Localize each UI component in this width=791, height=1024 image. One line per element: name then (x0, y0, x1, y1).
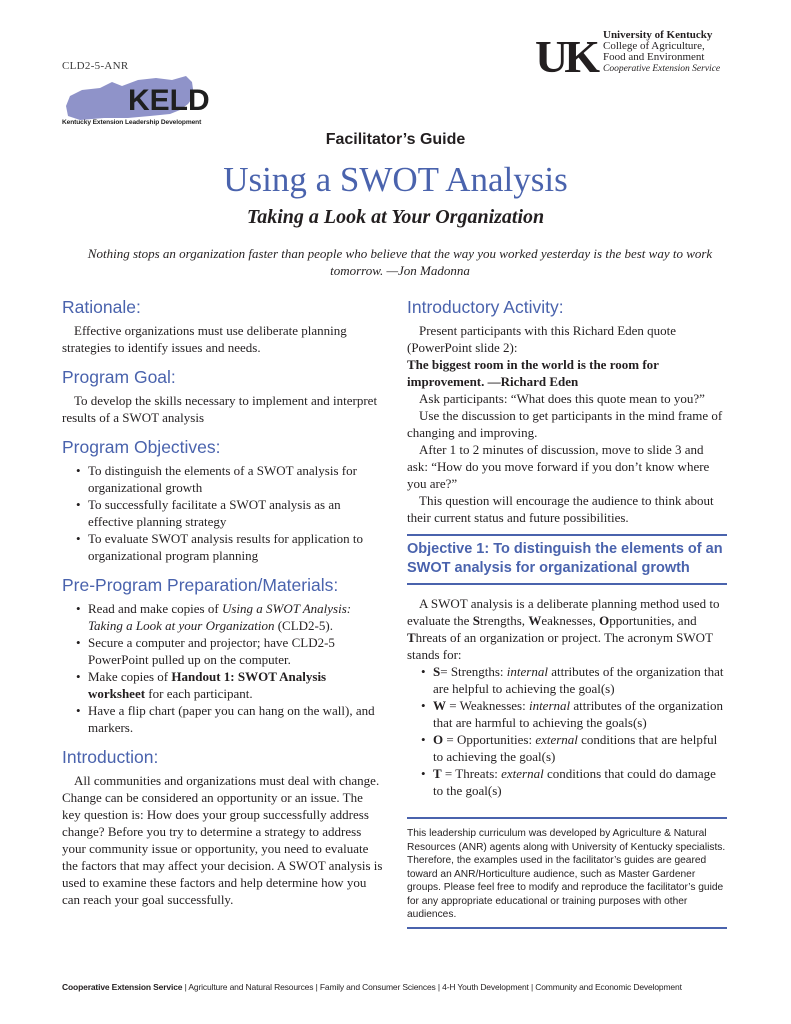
list-item: • Have a flip chart (paper you can hang on the wall), and markers. (76, 702, 384, 736)
objective-1-heading: Objective 1: To distinguish the elements of an SWOT analysis for organizational growth (407, 541, 723, 576)
list-item: • To successfully facilitate a SWOT analysis as an effective planning strategy (76, 496, 384, 530)
swot-intro: A SWOT analysis is a deliberate planning method used to evaluate the Strengths, Weaknesses, Opportunities, and Threats of an organization or project. The acronym SWOT stands for: (407, 596, 720, 662)
curriculum-note: This leadership curriculum was developed by Agriculture & Natural Resources (ANR) agents along with University of Kentucky specialists. Therefore, the examples used in the facilitator’s guides are geared toward an ANR/Horticulture audience, such as Master Gardener groups. Please feel free to modify and reproduce the facilitator’s guide for any appropriate educational or training purposes with other audiences. (407, 817, 727, 929)
keld-logo-text: KELD (128, 84, 210, 117)
list-item: • Secure a computer and projector; have CLD2-5 PowerPoint pulled up on the computer. (76, 634, 384, 668)
objective-1-box (407, 534, 727, 585)
footer (62, 982, 742, 992)
swot-list (407, 663, 727, 799)
list-item: • T = Threats: external conditions that could do damage to the goal(s) (421, 765, 727, 799)
activity-paragraph: Use the discussion to get participants in the mind frame of changing and improving. (407, 408, 723, 440)
list-item: • To evaluate SWOT analysis results for application to organizational program planning (76, 530, 384, 564)
guide-label: Facilitator’s Guide (325, 131, 466, 148)
introductory-activity-heading: Introductory Activity: (407, 297, 564, 317)
document-code: CLD2-5-ANR (62, 60, 129, 72)
keld-tagline: Kentucky Extension Leadership Development (62, 119, 202, 126)
preparation-heading: Pre-Program Preparation/Materials: (62, 575, 339, 595)
uk-affiliation (603, 30, 720, 75)
eden-quote: The biggest room in the world is the room for improvement. —Richard Eden (407, 357, 659, 389)
list-item: • To distinguish the elements of a SWOT analysis for organizational growth (76, 462, 384, 496)
list-item: • O = Opportunities: external conditions that are helpful to achieving the goal(s) (421, 731, 727, 765)
activity-paragraph: After 1 to 2 minutes of discussion, move to slide 3 and ask: “How do you move forward if you don’t know where you are?” (407, 442, 710, 491)
rationale-heading: Rationale: (62, 297, 141, 317)
opening-quote: Nothing stops an organization faster than people who believe that the way you worked yesterday is the best way to work tomorrow. —Jon Madonna (87, 246, 713, 278)
document-subtitle: Taking a Look at Your Organization (246, 206, 545, 228)
list-item: • S= Strengths: internal attributes of the organization that are helpful to achieving the goal(s) (421, 663, 727, 697)
introduction-text: All communities and organizations must deal with change. Change can be considered an opportunity or an issue. The key question is: How does your group successfully address change? Before you try to determine a strategy to address your community issue or opportunity, you need to evaluate the factors that may affect your decision. A SWOT analysis is used to examine these factors and help determine how you can reach your goal successfully. (62, 773, 383, 907)
program-objectives-heading: Program Objectives: (62, 437, 221, 457)
footer-ces: Cooperative Extension Service (62, 982, 183, 992)
activity-paragraph: This question will encourage the audience to think about their current status and future possibilities. (407, 493, 714, 525)
right-column (407, 296, 727, 929)
document-title: Using a SWOT Analysis (223, 160, 568, 199)
extension-service-name: Cooperative Extension Service (603, 64, 721, 74)
university-name: University of Kentucky (603, 29, 713, 41)
list-item: • Make copies of Handout 1: SWOT Analysis worksheet for each participant. (76, 668, 384, 702)
college-line-2: Food and Environment (603, 51, 705, 63)
list-item: • Read and make copies of Using a SWOT Analysis: Taking a Look at your Organization (CLD2-5). (76, 600, 384, 634)
program-goal-text: To develop the skills necessary to implement and interpret results of a SWOT analysis (62, 393, 378, 425)
uk-logo (535, 31, 597, 82)
activity-paragraph: Present participants with this Richard Eden quote (PowerPoint slide 2): (407, 323, 677, 355)
preparation-list (62, 600, 384, 736)
footer-programs: | Agriculture and Natural Resources | Family and Consumer Sciences | 4-H Youth Development | Community and Economic Development (182, 982, 682, 992)
list-item: • W = Weaknesses: internal attributes of the organization that are harmful to achieving the goals(s) (421, 697, 727, 731)
rationale-text: Effective organizations must use deliberate planning strategies to identify issues and needs. (62, 323, 347, 355)
introduction-heading: Introduction: (62, 747, 159, 767)
uk-logo-text: UK (535, 31, 596, 82)
college-line-1: College of Agriculture, (603, 40, 705, 52)
program-objectives-list (62, 462, 384, 564)
activity-paragraph: Ask participants: “What does this quote mean to you?” (419, 391, 705, 406)
left-column (62, 296, 384, 908)
program-goal-heading: Program Goal: (62, 367, 176, 387)
